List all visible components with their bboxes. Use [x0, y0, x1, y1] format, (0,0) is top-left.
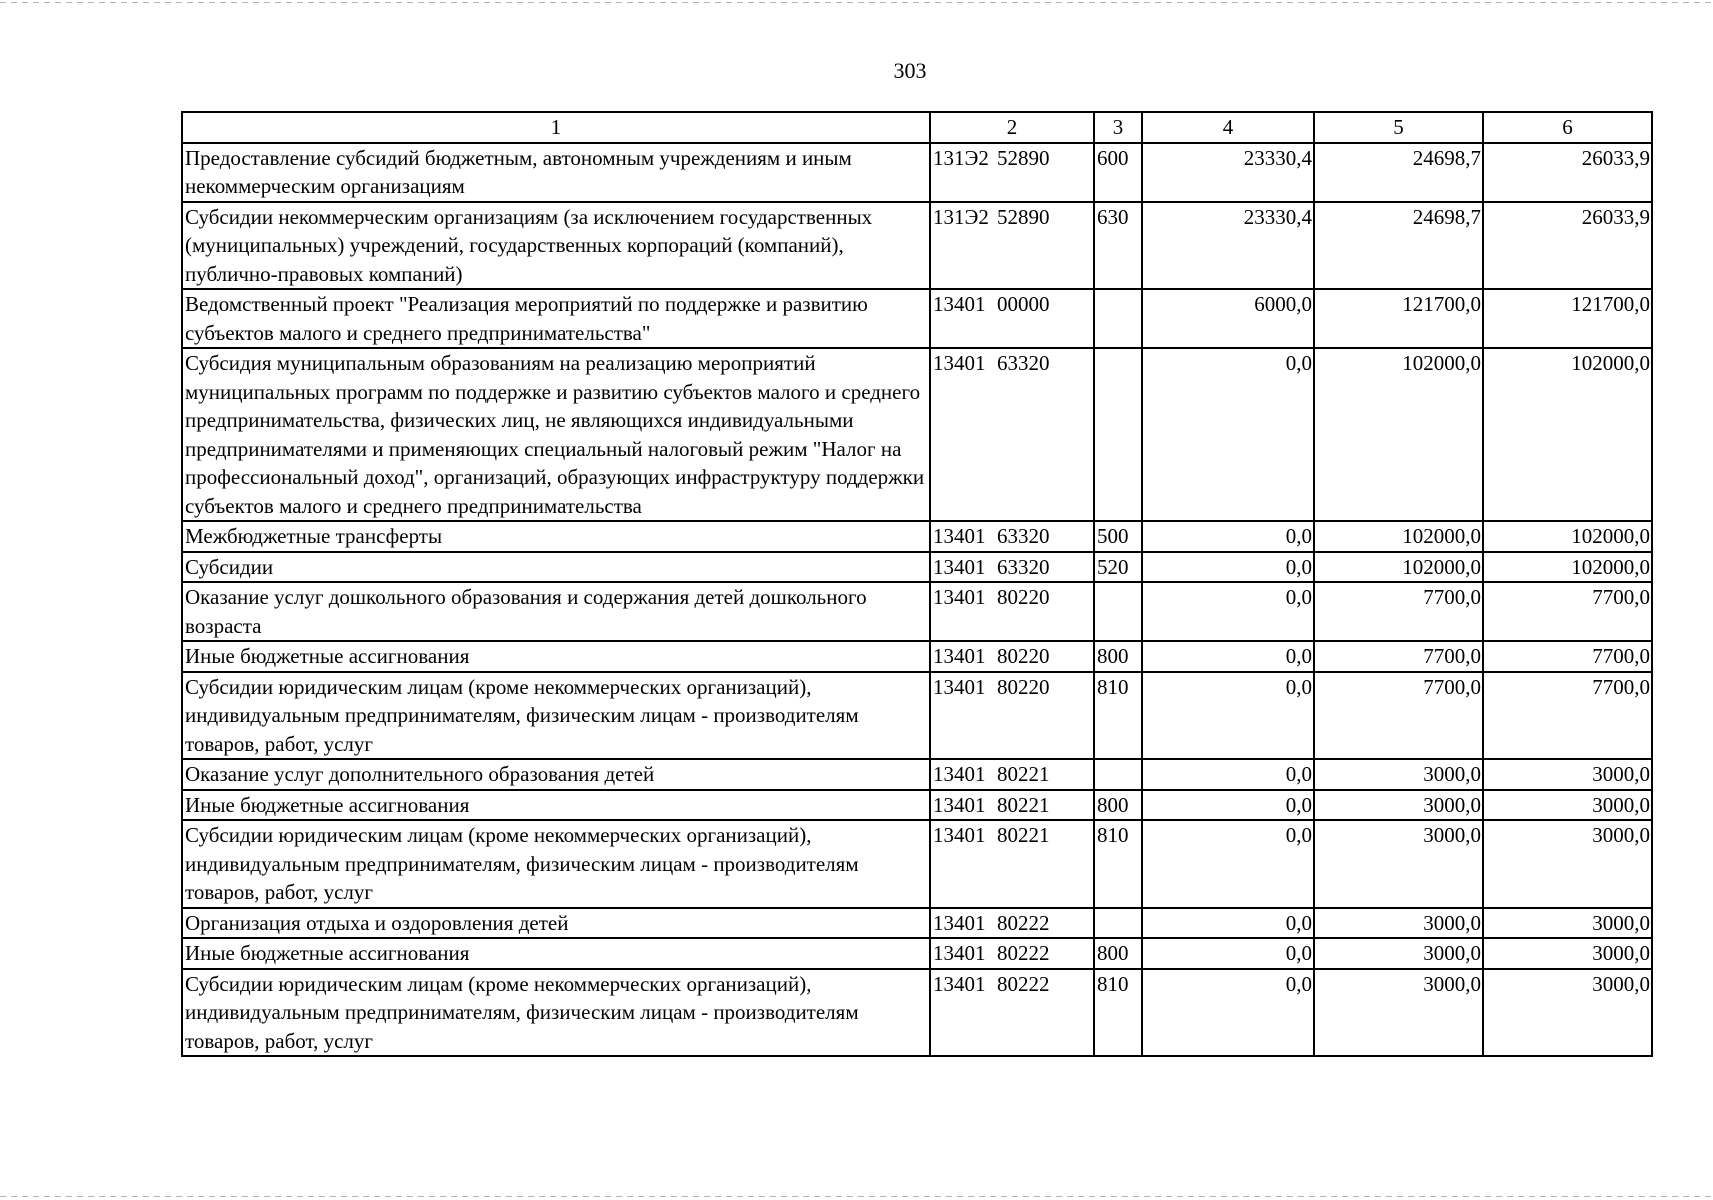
row-value-col4: 0,0: [1142, 348, 1314, 521]
row-value-col5: 24698,7: [1314, 202, 1483, 290]
row-value-col5: 102000,0: [1314, 552, 1483, 583]
row-value-col6: 102000,0: [1483, 552, 1652, 583]
row-expense-type: [1094, 759, 1142, 790]
row-name: Субсидии юридическим лицам (кроме некоммерческих организаций), индивидуальным предпринимателям, физическим лицам - производителям товаров, работ, услуг: [182, 672, 930, 760]
row-code: [930, 552, 1094, 583]
code-program: 13401: [933, 910, 986, 935]
code-program: 13401: [933, 762, 986, 786]
row-name: Межбюджетные трансферты: [182, 521, 930, 552]
code-direction: 63320: [997, 351, 1050, 375]
row-value-col4: 0,0: [1142, 969, 1314, 1057]
code-program: 13401: [933, 524, 986, 548]
row-code: [930, 521, 1094, 552]
table-row: [182, 552, 1652, 583]
row-code: [930, 348, 1094, 521]
row-expense-type: 520: [1094, 552, 1142, 583]
table-row: [182, 348, 1652, 521]
row-expense-type: [1094, 582, 1142, 641]
row-value-col6: 3000,0: [1483, 908, 1652, 939]
code-program: 13401: [933, 351, 986, 375]
row-name: Субсидии: [182, 552, 930, 583]
column-header-1: 1: [182, 112, 930, 143]
row-value-col6: 102000,0: [1483, 521, 1652, 552]
row-value-col4: 0,0: [1142, 908, 1314, 939]
row-expense-type: 500: [1094, 521, 1142, 552]
row-name: Субсидии некоммерческим организациям (за исключением государственных (муниципальных) учреждений, государственных корпораций (компаний), публично-правовых компаний): [182, 202, 930, 290]
row-value-col4: 23330,4: [1142, 202, 1314, 290]
code-direction: 80221: [997, 823, 1050, 847]
row-name: Иные бюджетные ассигнования: [182, 641, 930, 672]
row-name: Субсидия муниципальным образованиям на реализацию мероприятий муниципальных программ по поддержке и развитию субъектов малого и среднего предпринимательства, физических лиц, не являющихся индивидуальными предпринимателями и применяющих специальный налоговый режим "Налог на профессиональный доход", организаций, образующих инфраструктуру поддержки субъектов малого и среднего предпринимательства: [182, 348, 930, 521]
column-header-5: 5: [1314, 112, 1483, 143]
row-code: [930, 790, 1094, 821]
row-name: Оказание услуг дошкольного образования и содержания детей дошкольного возраста: [182, 582, 930, 641]
column-header-6: 6: [1483, 112, 1652, 143]
row-value-col6: 26033,9: [1483, 143, 1652, 202]
row-value-col5: 3000,0: [1314, 938, 1483, 969]
row-value-col4: 23330,4: [1142, 143, 1314, 202]
row-value-col5: 7700,0: [1314, 641, 1483, 672]
row-name: Ведомственный проект "Реализация мероприятий по поддержке и развитию субъектов малого и среднего предпринимательства": [182, 289, 930, 348]
row-value-col4: 0,0: [1142, 759, 1314, 790]
row-code: [930, 820, 1094, 908]
row-code: [930, 143, 1094, 202]
table-row: [182, 790, 1652, 821]
row-value-col5: 24698,7: [1314, 143, 1483, 202]
table-row: [182, 908, 1652, 939]
table-row: [182, 202, 1652, 290]
row-expense-type: 630: [1094, 202, 1142, 290]
row-value-col5: 3000,0: [1314, 790, 1483, 821]
column-header-2: 2: [930, 112, 1094, 143]
table-row: [182, 759, 1652, 790]
row-value-col6: 26033,9: [1483, 202, 1652, 290]
code-program: 13401: [933, 971, 986, 996]
row-expense-type: 810: [1094, 969, 1142, 1057]
code-program: 131Э2: [933, 204, 989, 229]
table-row: [182, 969, 1652, 1057]
code-direction: 52890: [997, 204, 1050, 229]
row-code: [930, 289, 1094, 348]
code-program: 13401: [933, 674, 986, 699]
code-direction: 00000: [997, 292, 1050, 316]
row-code: [930, 969, 1094, 1057]
row-name: Предоставление субсидий бюджетным, автономным учреждениям и иным некоммерческим организациям: [182, 143, 930, 202]
row-expense-type: [1094, 348, 1142, 521]
scan-edge-top: [0, 2, 1713, 3]
row-value-col6: 102000,0: [1483, 348, 1652, 521]
row-expense-type: 800: [1094, 790, 1142, 821]
code-program: 13401: [933, 292, 986, 316]
row-code: [930, 582, 1094, 641]
table-row: [182, 521, 1652, 552]
code-direction: 63320: [997, 524, 1050, 548]
code-direction: 52890: [997, 145, 1050, 170]
row-name: Организация отдыха и оздоровления детей: [182, 908, 930, 939]
code-program: 13401: [933, 823, 986, 847]
row-name: Субсидии юридическим лицам (кроме некоммерческих организаций), индивидуальным предпринимателям, физическим лицам - производителям товаров, работ, услуг: [182, 820, 930, 908]
table-row: [182, 641, 1652, 672]
row-value-col6: 3000,0: [1483, 790, 1652, 821]
row-value-col5: 3000,0: [1314, 969, 1483, 1057]
column-header-4: 4: [1142, 112, 1314, 143]
code-direction: 80221: [997, 762, 1050, 786]
row-expense-type: 600: [1094, 143, 1142, 202]
row-value-col4: 0,0: [1142, 790, 1314, 821]
row-value-col5: 7700,0: [1314, 582, 1483, 641]
row-value-col6: 121700,0: [1483, 289, 1652, 348]
code-direction: 80222: [997, 941, 1050, 965]
row-value-col4: 0,0: [1142, 582, 1314, 641]
table-row: [182, 672, 1652, 760]
code-direction: 80222: [997, 971, 1050, 996]
page-number: 303: [893, 58, 927, 83]
row-value-col4: 6000,0: [1142, 289, 1314, 348]
row-name: Оказание услуг дополнительного образования детей: [182, 759, 930, 790]
code-program: 131Э2: [933, 145, 989, 170]
row-value-col6: 7700,0: [1483, 582, 1652, 641]
row-value-col6: 3000,0: [1483, 820, 1652, 908]
row-name: Иные бюджетные ассигнования: [182, 938, 930, 969]
code-direction: 63320: [997, 554, 1050, 579]
row-expense-type: 810: [1094, 672, 1142, 760]
code-direction: 80220: [997, 674, 1050, 699]
code-program: 13401: [933, 585, 986, 609]
table-body: [182, 143, 1652, 1057]
code-direction: 80220: [997, 585, 1050, 609]
row-value-col6: 3000,0: [1483, 759, 1652, 790]
table-row: [182, 143, 1652, 202]
row-expense-type: 800: [1094, 938, 1142, 969]
code-program: 13401: [933, 792, 986, 817]
row-value-col5: 3000,0: [1314, 820, 1483, 908]
code-direction: 80220: [997, 644, 1050, 668]
row-expense-type: [1094, 908, 1142, 939]
row-value-col5: 3000,0: [1314, 759, 1483, 790]
row-expense-type: 800: [1094, 641, 1142, 672]
row-value-col5: 3000,0: [1314, 908, 1483, 939]
row-value-col5: 102000,0: [1314, 521, 1483, 552]
row-value-col5: 102000,0: [1314, 348, 1483, 521]
row-value-col5: 7700,0: [1314, 672, 1483, 760]
code-direction: 80221: [997, 792, 1050, 817]
row-value-col6: 7700,0: [1483, 641, 1652, 672]
row-code: [930, 641, 1094, 672]
row-name: Иные бюджетные ассигнования: [182, 790, 930, 821]
row-value-col4: 0,0: [1142, 938, 1314, 969]
table-header: [182, 112, 1652, 143]
code-program: 13401: [933, 554, 986, 579]
row-value-col4: 0,0: [1142, 521, 1314, 552]
row-expense-type: 810: [1094, 820, 1142, 908]
row-code: [930, 672, 1094, 760]
row-expense-type: [1094, 289, 1142, 348]
row-code: [930, 759, 1094, 790]
header-row: [182, 112, 1652, 143]
column-header-3: 3: [1094, 112, 1142, 143]
row-value-col4: 0,0: [1142, 552, 1314, 583]
row-code: [930, 938, 1094, 969]
table-row: [182, 820, 1652, 908]
row-name: Субсидии юридическим лицам (кроме некоммерческих организаций), индивидуальным предпринимателям, физическим лицам - производителям товаров, работ, услуг: [182, 969, 930, 1057]
row-value-col6: 7700,0: [1483, 672, 1652, 760]
budget-table: [181, 111, 1653, 1057]
table-row: [182, 289, 1652, 348]
row-value-col5: 121700,0: [1314, 289, 1483, 348]
row-value-col4: 0,0: [1142, 820, 1314, 908]
row-code: [930, 202, 1094, 290]
row-code: [930, 908, 1094, 939]
row-value-col6: 3000,0: [1483, 938, 1652, 969]
row-value-col4: 0,0: [1142, 672, 1314, 760]
code-direction: 80222: [997, 910, 1050, 935]
code-program: 13401: [933, 941, 986, 965]
scan-edge-bottom: [0, 1196, 1713, 1197]
code-program: 13401: [933, 644, 986, 668]
table-row: [182, 582, 1652, 641]
row-value-col6: 3000,0: [1483, 969, 1652, 1057]
table-row: [182, 938, 1652, 969]
row-value-col4: 0,0: [1142, 641, 1314, 672]
